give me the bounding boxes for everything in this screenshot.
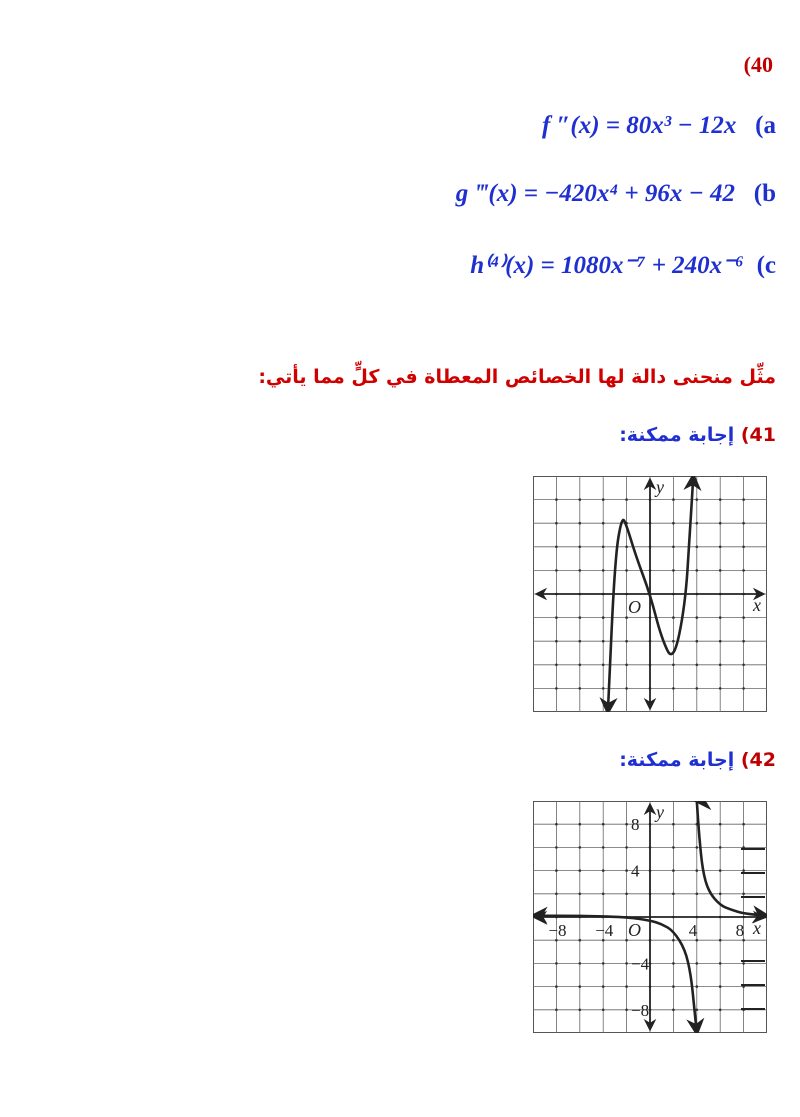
- grid-dot: [719, 962, 722, 965]
- grid-dot: [719, 939, 722, 942]
- grid-dot: [555, 893, 558, 896]
- grid-dot: [672, 985, 675, 988]
- problem-40-number: (40: [743, 52, 773, 77]
- grid-dot: [579, 962, 582, 965]
- x-tick-label: −4: [595, 921, 614, 940]
- grid-dot: [719, 546, 722, 549]
- grid-dot: [579, 664, 582, 667]
- grid-dot: [555, 546, 558, 549]
- grid-dot: [579, 522, 582, 525]
- grid-dot: [719, 846, 722, 849]
- grid-dot: [672, 640, 675, 643]
- grid-dot: [625, 687, 628, 690]
- grid-dot: [696, 985, 699, 988]
- grid-dot: [742, 640, 745, 643]
- grid-dot: [719, 498, 722, 501]
- equation-a-text: f ″(x) = 80x³ − 12x: [542, 112, 737, 139]
- grid-dot: [602, 893, 605, 896]
- grid-dot: [696, 640, 699, 643]
- grid-dot: [696, 893, 699, 896]
- grid-dot: [719, 522, 722, 525]
- grid-dot: [602, 846, 605, 849]
- equation-a: [542, 112, 776, 140]
- grid-dot: [602, 962, 605, 965]
- grid-dot: [625, 985, 628, 988]
- grid-dot: [625, 846, 628, 849]
- grid-dot: [719, 985, 722, 988]
- grid-dot: [602, 985, 605, 988]
- problem-42-header: [619, 749, 776, 771]
- x-tick-label: −8: [548, 921, 567, 940]
- grid-dot: [719, 893, 722, 896]
- grid-dot: [696, 846, 699, 849]
- grid-dot: [719, 823, 722, 826]
- grid-dot: [672, 1009, 675, 1012]
- grid-dot: [672, 522, 675, 525]
- problem-42-answer-label: إجابة ممكنة:: [619, 749, 735, 771]
- grid-dot: [719, 1009, 722, 1012]
- grid-dot: [672, 962, 675, 965]
- grid-dot: [625, 962, 628, 965]
- grid-dot: [555, 985, 558, 988]
- grid-dot: [555, 640, 558, 643]
- grid-dot: [555, 846, 558, 849]
- grid-dot: [742, 893, 745, 896]
- grid-dot: [672, 498, 675, 501]
- y-axis-label: y: [656, 477, 664, 497]
- grid-dot: [696, 869, 699, 872]
- grid-dot: [672, 823, 675, 826]
- grid-dot: [696, 616, 699, 619]
- grid-dot: [602, 823, 605, 826]
- grid-dot: [579, 846, 582, 849]
- grid-dot: [672, 939, 675, 942]
- grid-dot: [672, 846, 675, 849]
- grid-dot: [672, 664, 675, 667]
- grid-dot: [742, 962, 745, 965]
- equation-b-tag: (b: [753, 180, 776, 207]
- grid-dot: [625, 640, 628, 643]
- grid-dot: [625, 869, 628, 872]
- grid-dot: [625, 823, 628, 826]
- grid-dot: [742, 823, 745, 826]
- grid-dot: [555, 522, 558, 525]
- grid-dot: [555, 616, 558, 619]
- equation-b-text: g ‴(x) = −420x⁴ + 96x − 42: [455, 180, 736, 207]
- grid-dot: [719, 869, 722, 872]
- grid-dot: [742, 522, 745, 525]
- grid-dot: [625, 546, 628, 549]
- grid-dot: [555, 869, 558, 872]
- x-tick-label: 8: [735, 921, 745, 940]
- problem-41-number: 41): [740, 424, 776, 446]
- y-tick-label: 4: [631, 861, 640, 881]
- grid-dot: [602, 687, 605, 690]
- grid-dot: [672, 546, 675, 549]
- grid-dot: [719, 664, 722, 667]
- grid-dot: [742, 498, 745, 501]
- graph-41: [533, 476, 767, 712]
- grid-dot: [602, 569, 605, 572]
- grid-dot: [602, 616, 605, 619]
- grid-dot: [579, 569, 582, 572]
- grid-dot: [742, 546, 745, 549]
- grid-dot: [696, 962, 699, 965]
- grid-dot: [602, 664, 605, 667]
- grid-dot: [696, 498, 699, 501]
- grid-dot: [625, 1009, 628, 1012]
- grid-dot: [696, 664, 699, 667]
- grid-dot: [555, 498, 558, 501]
- grid-dot: [672, 569, 675, 572]
- grid-dot: [696, 687, 699, 690]
- grid-dot: [696, 522, 699, 525]
- grid-dot: [579, 616, 582, 619]
- grid-dot: [602, 546, 605, 549]
- equation-b: [456, 180, 776, 208]
- equation-c-text: h⁽⁴⁾(x) = 1080x⁻⁷ + 240x⁻⁶: [470, 252, 745, 279]
- x-tick-label: 4: [688, 921, 698, 940]
- grid-dot: [555, 687, 558, 690]
- grid-dot: [625, 664, 628, 667]
- equation-a-tag: (a: [755, 112, 776, 139]
- y-tick-label: −8: [631, 1000, 650, 1020]
- instruction-text: مثِّل منحنى دالة لها الخصائص المعطاة في كلٍّ مما يأتي:: [258, 366, 776, 388]
- grid-dot: [696, 546, 699, 549]
- grid-dot: [742, 869, 745, 872]
- grid-dot: [742, 616, 745, 619]
- grid-dot: [602, 1009, 605, 1012]
- problem-41-header: [619, 424, 776, 446]
- grid-dot: [719, 616, 722, 619]
- origin-label: O: [628, 920, 641, 940]
- grid-dot: [672, 616, 675, 619]
- grid-dot: [579, 640, 582, 643]
- grid-dot: [579, 498, 582, 501]
- grid-dot: [672, 893, 675, 896]
- equation-c: [470, 250, 776, 280]
- grid-dot: [579, 687, 582, 690]
- grid-dot: [555, 664, 558, 667]
- grid-dot: [602, 522, 605, 525]
- grid-dot: [579, 985, 582, 988]
- grid-dot: [555, 1009, 558, 1012]
- grid-dot: [625, 569, 628, 572]
- equation-c-tag: (c: [756, 252, 776, 279]
- y-tick-label: −4: [631, 954, 650, 974]
- x-axis-label: x: [753, 918, 761, 938]
- grid-dot: [602, 869, 605, 872]
- grid-dot: [672, 869, 675, 872]
- grid-dot: [742, 664, 745, 667]
- graph-42: [533, 801, 767, 1033]
- grid-dot: [579, 939, 582, 942]
- grid-dot: [719, 687, 722, 690]
- grid-dot: [579, 893, 582, 896]
- grid-dot: [579, 546, 582, 549]
- problem-42-number: 42): [740, 749, 776, 771]
- grid-dot: [555, 962, 558, 965]
- grid-dot: [579, 869, 582, 872]
- grid-dot: [602, 498, 605, 501]
- grid-dot: [742, 569, 745, 572]
- grid-dot: [625, 893, 628, 896]
- x-axis-label: x: [753, 595, 761, 615]
- grid-dot: [625, 498, 628, 501]
- grid-dot: [579, 823, 582, 826]
- grid-dot: [602, 640, 605, 643]
- y-axis-label: y: [656, 802, 664, 822]
- grid-dot: [672, 687, 675, 690]
- grid-dot: [696, 569, 699, 572]
- grid-dot: [555, 823, 558, 826]
- origin-label: O: [628, 597, 641, 617]
- grid-dot: [579, 1009, 582, 1012]
- grid-dot: [742, 687, 745, 690]
- grid-dot: [696, 1009, 699, 1012]
- grid-dot: [719, 640, 722, 643]
- y-tick-label: 8: [631, 815, 640, 835]
- grid-dot: [555, 569, 558, 572]
- problem-41-answer-label: إجابة ممكنة:: [619, 424, 735, 446]
- grid-dot: [719, 569, 722, 572]
